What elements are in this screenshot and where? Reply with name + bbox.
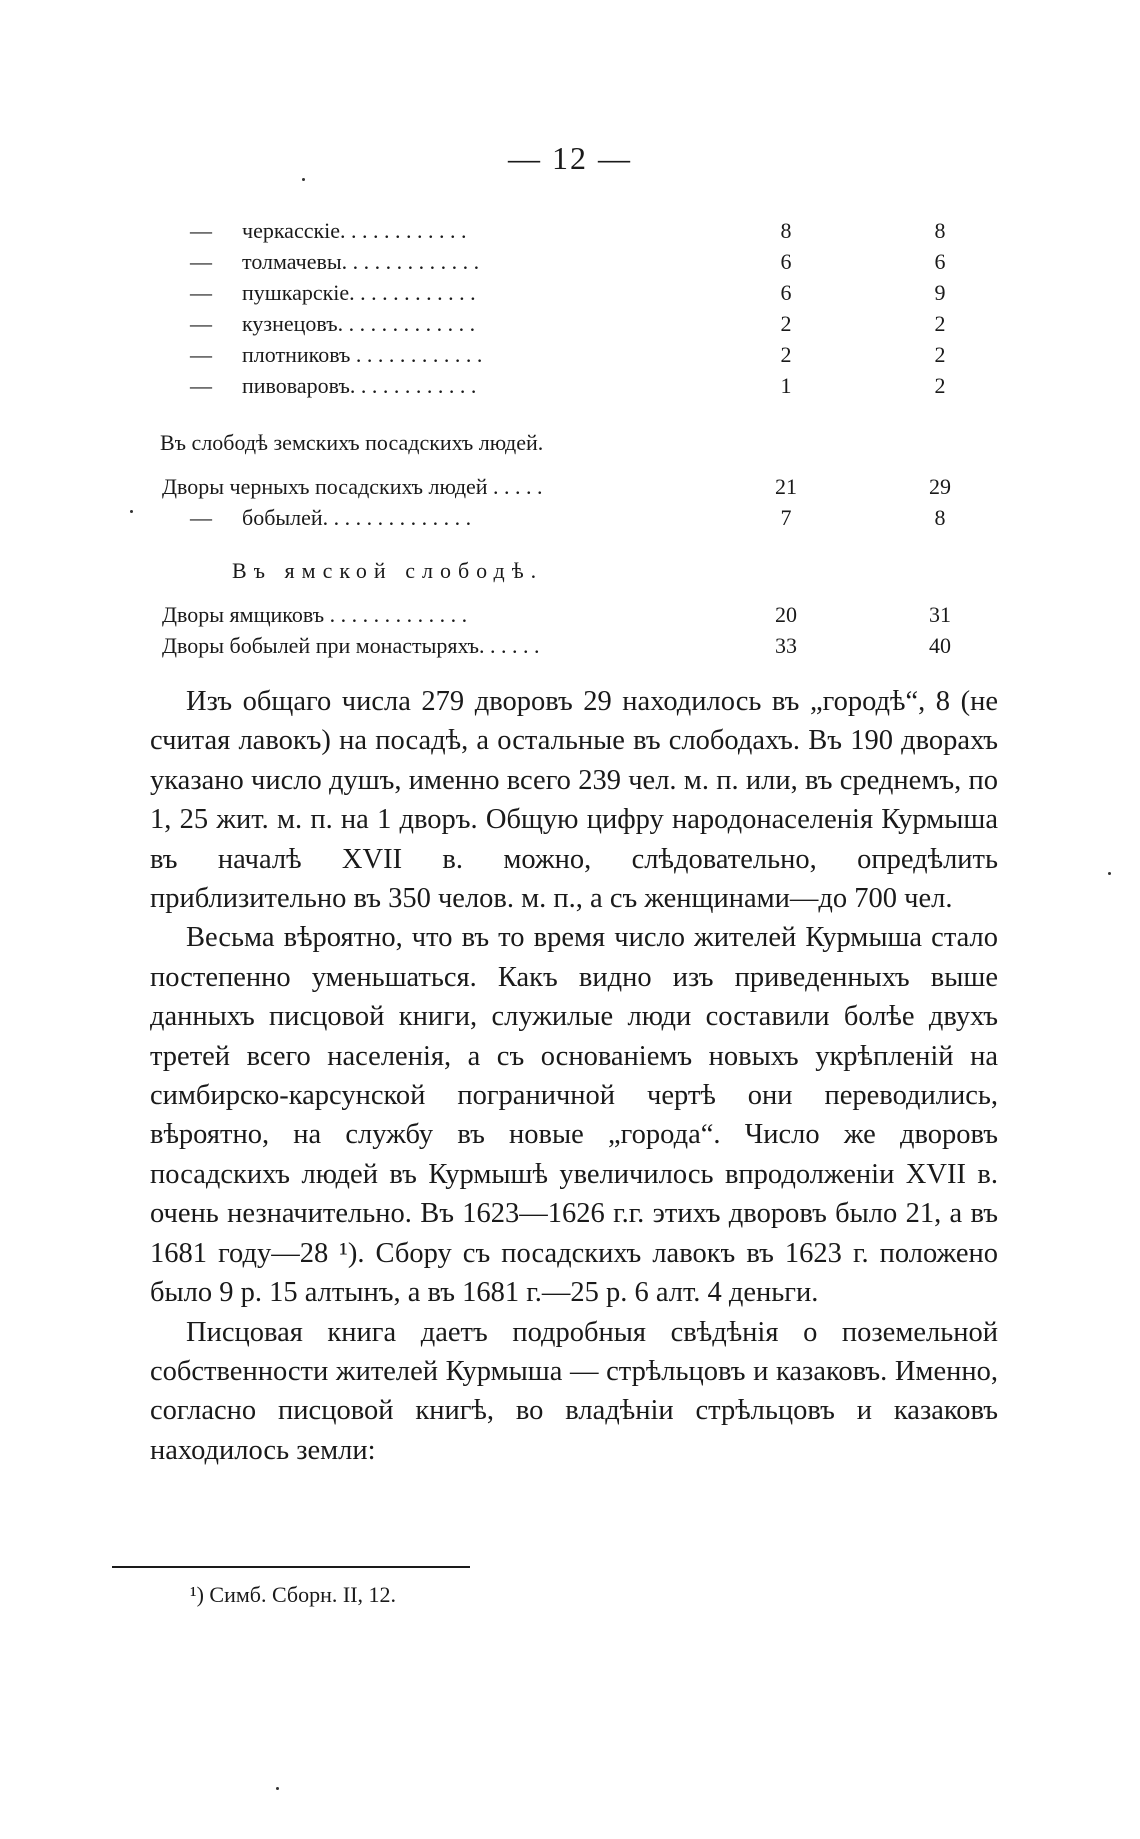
row-dash: — — [190, 373, 212, 398]
row-value-1623: 6 — [780, 280, 792, 305]
print-speck — [1108, 872, 1111, 875]
row-dash: — — [190, 280, 212, 305]
row-value-1681: 2 — [934, 373, 946, 398]
row-value-1623: 33 — [775, 633, 797, 658]
section-heading-zemsky: Въ слободѣ земскихъ посадскихъ людей. — [160, 430, 544, 455]
row-label: Дворы черныхъ посадскихъ людей . . . . . — [162, 474, 543, 499]
paragraph-land: Писцовая книга даетъ подробныя свѣдѣнія о поземельной собственности жителей Курмыша — стрѣльцовъ и казаковъ. Именно, согласно писцовой книгѣ, во владѣніи стрѣльцовъ и казаковъ находилось земли: — [150, 1316, 998, 1466]
row-dash: — — [190, 249, 212, 274]
row-value-1623: 7 — [780, 505, 792, 530]
row-dash: — — [190, 218, 212, 243]
row-value-1681: 8 — [934, 505, 946, 530]
table-row — [150, 474, 970, 505]
court-table — [150, 218, 970, 404]
table-row — [150, 373, 970, 404]
row-dash: — — [190, 311, 212, 336]
body-text — [150, 682, 998, 1470]
row-value-1623: 1 — [780, 373, 792, 398]
row-value-1623: 2 — [780, 311, 792, 336]
row-value-1681: 2 — [934, 311, 946, 336]
row-label: пивоваровъ. . . . . . . . . . . . — [242, 373, 477, 398]
row-value-1623: 21 — [775, 474, 797, 499]
row-label: Дворы бобылей при монастыряхъ. . . . . . — [162, 633, 540, 658]
footnote: ¹) Симб. Сборн. II, 12. — [190, 1582, 397, 1607]
print-speck — [276, 1787, 279, 1790]
row-dash: — — [190, 505, 212, 530]
table-row — [150, 218, 970, 249]
paragraph-population: Изъ общаго числа 279 дворовъ 29 находилось въ „городѣ“, 8 (не считая лавокъ) на посадѣ, а остальные въ слободахъ. Въ 190 дворахъ указано число душъ, именно всего 239 чел. м. п. или, въ среднемъ, по 1, 25 жит. м. п. на 1 дворъ. Общую цифру народонаселенія Курмыша въ началѣ XVII в. можно, слѣдовательно, опредѣлить приблизительно въ 350 челов. м. п., а съ женщинами—до 700 чел. — [150, 686, 998, 915]
row-value-1623: 2 — [780, 342, 792, 367]
table-row — [150, 342, 970, 373]
row-label: толмачевы. . . . . . . . . . . . . — [242, 249, 480, 274]
posad-table — [150, 474, 970, 536]
table-row — [150, 633, 970, 664]
row-value-1681: 6 — [934, 249, 946, 274]
row-value-1681: 31 — [929, 602, 951, 627]
row-label: кузнецовъ. . . . . . . . . . . . . — [242, 311, 476, 336]
row-label: Дворы ямщиковъ . . . . . . . . . . . . . — [162, 602, 468, 627]
paragraph-decline: Весьма вѣроятно, что въ то время число жителей Курмыша стало постепенно уменьшаться. Какъ видно изъ приведенныхъ выше данныхъ писцовой книги, служилые люди составили болѣе двухъ третей всего населенія, а съ основаніемъ новыхъ укрѣпленій на симбирско-карсунской пограничной чертѣ они переводились, вѣроятно, на службу въ новые „города“. Число же дворовъ посадскихъ людей въ Курмышѣ увеличилось впродолженіи XVII в. очень незначительно. Въ 1623—1626 г.г. этихъ дворовъ было 21, а въ 1681 году—28 ¹). Сбору съ посадскихъ лавокъ въ 1623 г. положено было 9 р. 15 алтынъ, а въ 1681 г.—25 р. 6 алт. 4 деньги. — [150, 922, 998, 1309]
table-row — [150, 249, 970, 280]
row-value-1681: 8 — [934, 218, 946, 243]
row-label: бобылей. . . . . . . . . . . . . . — [242, 505, 472, 530]
table-row — [150, 505, 970, 536]
row-dash: — — [190, 342, 212, 367]
row-value-1681: 2 — [934, 342, 946, 367]
row-value-1623: 6 — [780, 249, 792, 274]
footnote-rule — [112, 1566, 470, 1568]
row-value-1681: 40 — [929, 633, 951, 658]
row-label: плотниковъ . . . . . . . . . . . . — [242, 342, 483, 367]
print-speck — [302, 178, 305, 181]
row-label: пушкарскіе. . . . . . . . . . . . — [242, 280, 476, 305]
table-row — [150, 602, 970, 633]
row-value-1681: 29 — [929, 474, 951, 499]
row-value-1623: 20 — [775, 602, 797, 627]
table-row — [150, 311, 970, 342]
row-label: черкасскіе. . . . . . . . . . . . — [242, 218, 467, 243]
section-heading-yamskaya: Въ ямской слободѣ. — [232, 558, 544, 583]
yamskaya-table — [150, 602, 970, 664]
row-value-1681: 9 — [934, 280, 946, 305]
table-row — [150, 280, 970, 311]
page-number: — 12 — — [508, 140, 632, 176]
print-speck — [130, 510, 133, 513]
row-value-1623: 8 — [780, 218, 792, 243]
